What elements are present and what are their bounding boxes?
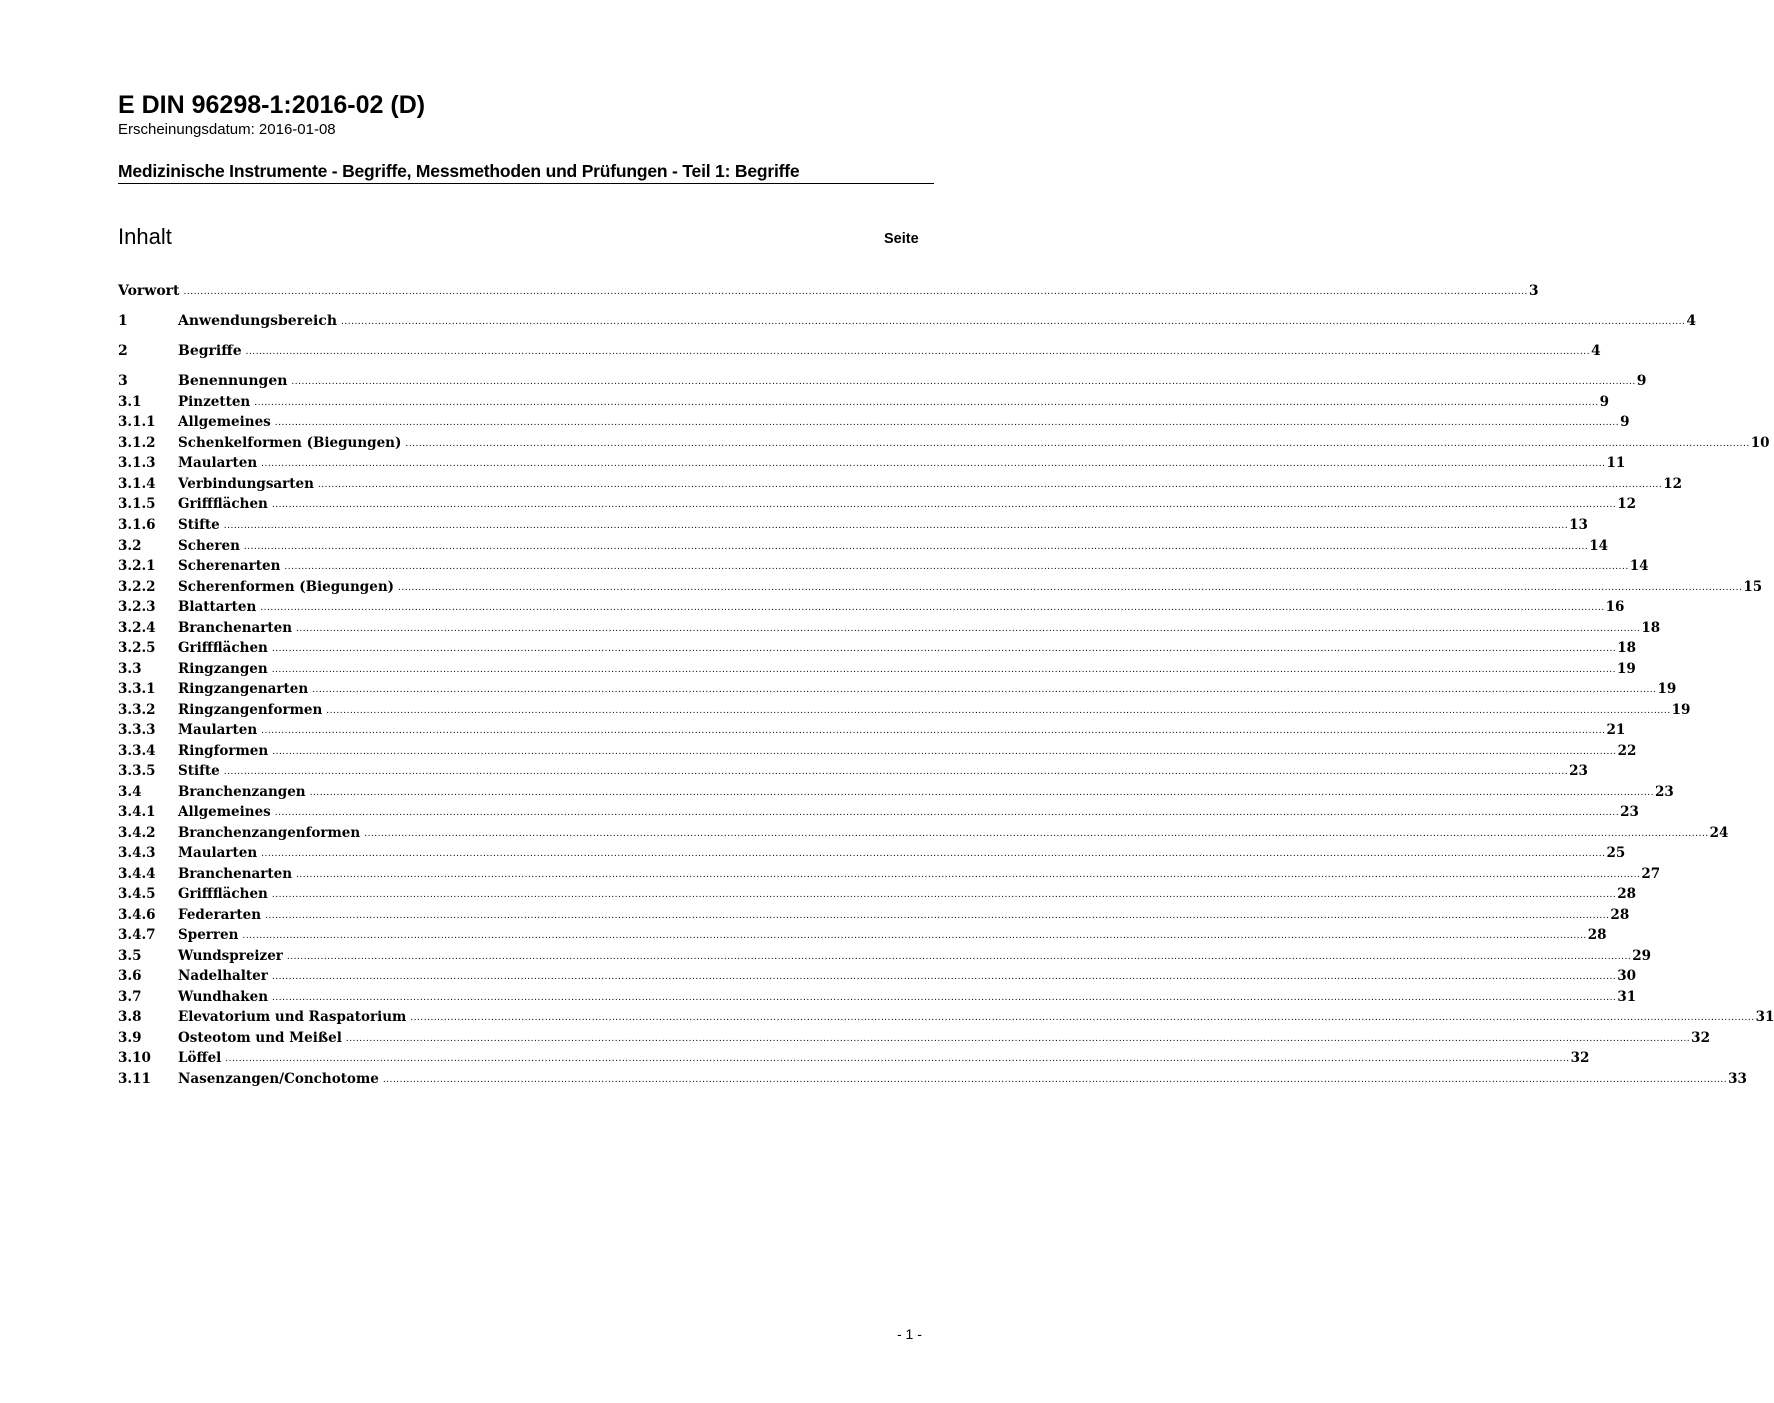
toc-entry-page: 12 (1617, 496, 1636, 512)
toc-entry-label: Branchenzangenformen (178, 825, 361, 841)
toc-entry[interactable] (118, 925, 1607, 945)
toc-entry-number: 3.3.1 (118, 681, 156, 697)
toc-entry[interactable] (118, 536, 1609, 556)
toc-entry-page: 9 (1620, 414, 1630, 430)
toc-dot-leader: ................................................................................................................................................................................................................................................................................................................................................................................................................ (272, 993, 1617, 1003)
toc-entry-page: 12 (1663, 476, 1683, 492)
toc-dot-leader: ................................................................................................................................................................................................................................................................................................................................................................................................................ (271, 972, 1617, 982)
toc-entry-number: 3.3.5 (118, 763, 156, 779)
toc-entry[interactable] (118, 281, 1539, 301)
toc-dot-leader: ................................................................................................................................................................................................................................................................................................................................................................................................................ (296, 870, 1641, 880)
toc-entry-page: 28 (1617, 886, 1636, 902)
toc-entry-label: Benennungen (178, 373, 288, 389)
toc-entry-number: 3.4.5 (118, 886, 156, 902)
toc-entry-label: Löffel (178, 1050, 222, 1066)
toc-dot-leader: ................................................................................................................................................................................................................................................................................................................................................................................................................ (242, 931, 1587, 941)
document-title: Medizinische Instrumente - Begriffe, Messmethoden und Prüfungen - Teil 1: Begriffe (118, 161, 800, 181)
toc-entry-page: 18 (1641, 620, 1661, 636)
toc-entry-label: Branchenarten (178, 620, 293, 636)
toc-entry[interactable] (118, 802, 1639, 822)
toc-entry-label: Scherenformen (Biegungen) (178, 579, 395, 595)
toc-dot-leader: ................................................................................................................................................................................................................................................................................................................................................................................................................ (245, 347, 1590, 357)
toc-entry-page: 14 (1589, 538, 1609, 554)
toc-entry-number: 3.4.4 (118, 866, 156, 882)
toc-dot-leader: ................................................................................................................................................................................................................................................................................................................................................................................................................ (271, 500, 1617, 510)
toc-entry-page: 15 (1743, 579, 1763, 595)
toc-entry-label: Griffflächen (178, 640, 268, 656)
toc-entry-label: Branchenzangen (178, 784, 306, 800)
toc-entry[interactable] (118, 966, 1637, 986)
toc-entry[interactable] (118, 1069, 1747, 1089)
toc-entry-number: 3.4.1 (118, 804, 156, 820)
toc-entry-number: 3.2.3 (118, 599, 156, 615)
toc-entry-number: 3.8 (118, 1009, 142, 1025)
toc-entry-label: Nasenzangen/Conchotome (178, 1071, 379, 1087)
toc-entry[interactable] (118, 987, 1637, 1007)
toc-page-column-label: Seite (884, 231, 919, 247)
toc-dot-leader: ................................................................................................................................................................................................................................................................................................................................................................................................................ (223, 521, 1569, 531)
toc-entry-label: Osteotom und Meißel (178, 1030, 342, 1046)
toc-dot-leader: ................................................................................................................................................................................................................................................................................................................................................................................................................ (243, 542, 1589, 552)
toc-entry-number: 3.6 (118, 968, 142, 984)
toc-entry-label: Stifte (178, 763, 220, 779)
toc-entry-label: Griffflächen (178, 496, 268, 512)
toc-dot-leader: ................................................................................................................................................................................................................................................................................................................................................................................................................ (405, 439, 1750, 449)
toc-entry-page: 16 (1605, 599, 1625, 615)
toc-entry[interactable] (118, 597, 1625, 617)
toc-entry-page: 9 (1636, 373, 1647, 389)
toc-dot-leader: ................................................................................................................................................................................................................................................................................................................................................................................................................ (382, 1075, 1728, 1085)
toc-entry-label: Schenkelformen (Biegungen) (178, 435, 402, 451)
toc-entry-label: Maularten (178, 455, 258, 471)
toc-entry-number: 3.1.2 (118, 435, 156, 451)
toc-entry[interactable] (118, 1028, 1710, 1048)
toc-entry-page: 4 (1590, 343, 1601, 359)
toc-dot-leader: ................................................................................................................................................................................................................................................................................................................................................................................................................ (261, 726, 1606, 736)
toc-entry-number: 3.7 (118, 989, 142, 1005)
toc-entry-page: 13 (1569, 517, 1588, 533)
toc-entry[interactable] (118, 371, 1647, 391)
toc-entry-page: 24 (1709, 825, 1729, 841)
toc-entry[interactable] (118, 782, 1674, 802)
toc-entry[interactable] (118, 659, 1636, 679)
toc-entry-label: Federarten (178, 907, 262, 923)
toc-entry[interactable] (118, 311, 1697, 331)
toc-entry[interactable] (118, 556, 1649, 576)
toc-dot-leader: ................................................................................................................................................................................................................................................................................................................................................................................................................ (326, 706, 1671, 716)
toc-entry-number: 3.1.4 (118, 476, 156, 492)
toc-entry-label: Ringformen (178, 743, 269, 759)
toc-entry-number: 3.4.3 (118, 845, 156, 861)
toc-entry-page: 32 (1691, 1030, 1710, 1046)
toc-entry[interactable] (118, 515, 1588, 535)
toc-heading: Inhalt (118, 224, 172, 249)
toc-entry-number: 3.2 (118, 538, 142, 554)
toc-entry-number: 3.1.5 (118, 496, 156, 512)
toc-entry-number: 3.3.4 (118, 743, 156, 759)
toc-dot-leader: ................................................................................................................................................................................................................................................................................................................................................................................................................ (271, 665, 1617, 675)
toc-dot-leader: ................................................................................................................................................................................................................................................................................................................................................................................................................ (254, 398, 1599, 408)
toc-entry-page: 9 (1599, 394, 1609, 410)
toc-entry[interactable] (118, 946, 1652, 966)
toc-entry-page: 19 (1671, 702, 1691, 718)
toc-dot-leader: ................................................................................................................................................................................................................................................................................................................................................................................................................ (274, 418, 1620, 428)
toc-entry-label: Stifte (178, 517, 220, 533)
toc-entry-label: Griffflächen (178, 886, 268, 902)
toc-dot-leader: ................................................................................................................................................................................................................................................................................................................................................................................................................ (261, 459, 1606, 469)
toc-entry[interactable] (118, 905, 1630, 925)
toc-dot-leader: ................................................................................................................................................................................................................................................................................................................................................................................................................ (261, 849, 1606, 859)
toc-entry-number: 3.2.4 (118, 620, 156, 636)
toc-entry[interactable] (118, 823, 1729, 843)
toc-entry-number: 3.4 (118, 784, 142, 800)
toc-entry-label: Allgemeines (178, 414, 271, 430)
toc-entry-number: 2 (118, 343, 128, 359)
toc-entry[interactable] (118, 474, 1683, 494)
toc-entry-page: 3 (1528, 283, 1539, 299)
toc-entry-page: 22 (1617, 743, 1637, 759)
toc-entry-page: 31 (1617, 989, 1637, 1005)
toc-entry-number: 3.11 (118, 1071, 151, 1087)
toc-dot-leader: ................................................................................................................................................................................................................................................................................................................................................................................................................ (410, 1013, 1755, 1023)
toc-entry-number: 1 (118, 313, 128, 329)
toc-entry-label: Allgemeines (178, 804, 271, 820)
toc-entry-label: Anwendungsbereich (178, 313, 337, 329)
toc-entry-page: 31 (1755, 1009, 1774, 1025)
toc-entry-number: 3.4.6 (118, 907, 156, 923)
toc-entry-page: 19 (1617, 661, 1636, 677)
toc-dot-leader: ................................................................................................................................................................................................................................................................................................................................................................................................................ (274, 808, 1620, 818)
toc-dot-leader: ................................................................................................................................................................................................................................................................................................................................................................................................................ (364, 829, 1709, 839)
toc-entry-number: 3.1 (118, 394, 142, 410)
toc-entry-number: 3.4.7 (118, 927, 156, 943)
toc-entry[interactable] (118, 864, 1661, 884)
toc-entry-number: 3.5 (118, 948, 142, 964)
toc-entry[interactable] (118, 843, 1626, 863)
toc-entry-number: 3.1.6 (118, 517, 156, 533)
toc-entry-label: Ringzangenarten (178, 681, 309, 697)
toc-entry-page: 11 (1606, 455, 1626, 471)
toc-entry-number: 3.3 (118, 661, 142, 677)
toc-entry-page: 19 (1657, 681, 1677, 697)
toc-entry-number: 3.2.2 (118, 579, 156, 595)
toc-entry-label: Vorwort (118, 283, 180, 299)
toc-dot-leader: ................................................................................................................................................................................................................................................................................................................................................................................................................ (317, 480, 1663, 490)
toc-dot-leader: ................................................................................................................................................................................................................................................................................................................................................................................................................ (309, 788, 1654, 798)
toc-entry-page: 30 (1617, 968, 1637, 984)
toc-dot-leader: ................................................................................................................................................................................................................................................................................................................................................................................................................ (398, 583, 1743, 593)
toc-entry[interactable] (118, 433, 1770, 453)
document-id: E DIN 96298-1:2016-02 (D) (118, 91, 426, 119)
toc-entry-number: 3.2.5 (118, 640, 156, 656)
toc-entry-number: 3.10 (118, 1050, 151, 1066)
toc-entry[interactable] (118, 577, 1763, 597)
toc-dot-leader: ................................................................................................................................................................................................................................................................................................................................................................................................................ (271, 644, 1617, 654)
toc-entry-page: 33 (1728, 1071, 1747, 1087)
toc-entry[interactable] (118, 1007, 1774, 1027)
toc-entry-label: Elevatorium und Raspatorium (178, 1009, 407, 1025)
toc-entry-label: Wundhaken (178, 989, 269, 1005)
toc-entry-label: Sperren (178, 927, 239, 943)
toc-entry-page: 23 (1569, 763, 1588, 779)
toc-entry-number: 3.1.1 (118, 414, 156, 430)
toc-entry-page: 32 (1570, 1050, 1590, 1066)
toc-dot-leader: ................................................................................................................................................................................................................................................................................................................................................................................................................ (341, 317, 1686, 327)
toc-entry-page: 18 (1617, 640, 1636, 656)
toc-dot-leader: ................................................................................................................................................................................................................................................................................................................................................................................................................ (286, 952, 1632, 962)
toc-entry-number: 3.2.1 (118, 558, 156, 574)
toc-entry-label: Nadelhalter (178, 968, 268, 984)
toc-entry[interactable] (118, 638, 1636, 658)
toc-entry-number: 3.3.2 (118, 702, 156, 718)
toc-dot-leader: ................................................................................................................................................................................................................................................................................................................................................................................................................ (312, 685, 1657, 695)
toc-entry-page: 14 (1629, 558, 1649, 574)
toc-entry[interactable] (118, 761, 1588, 781)
toc-dot-leader: ................................................................................................................................................................................................................................................................................................................................................................................................................ (272, 747, 1617, 757)
toc-entry[interactable] (118, 700, 1691, 720)
toc-entry-label: Scheren (178, 538, 240, 554)
toc-entry-page: 25 (1606, 845, 1626, 861)
toc-entry[interactable] (118, 1048, 1590, 1068)
toc-entry-page: 28 (1587, 927, 1607, 943)
title-divider (118, 183, 934, 184)
page-number: - 1 - (897, 1326, 922, 1342)
toc-dot-leader: ................................................................................................................................................................................................................................................................................................................................................................................................................ (271, 890, 1617, 900)
toc-entry-number: 3.4.2 (118, 825, 156, 841)
toc-entry-page: 28 (1610, 907, 1630, 923)
toc-dot-leader: ................................................................................................................................................................................................................................................................................................................................................................................................................ (296, 624, 1641, 634)
toc-entry-page: 23 (1620, 804, 1639, 820)
toc-entry-label: Maularten (178, 722, 258, 738)
toc-entry-number: 3.3.3 (118, 722, 156, 738)
toc-entry-label: Begriffe (178, 343, 242, 359)
toc-entry-number: 3.9 (118, 1030, 142, 1046)
publication-date: Erscheinungsdatum: 2016-01-08 (118, 121, 336, 138)
toc-dot-leader: ................................................................................................................................................................................................................................................................................................................................................................................................................ (345, 1034, 1691, 1044)
toc-entry[interactable] (118, 679, 1677, 699)
toc-entry-label: Branchenarten (178, 866, 293, 882)
toc-entry-label: Blattarten (178, 599, 257, 615)
toc-entry[interactable] (118, 494, 1636, 514)
toc-dot-leader: ................................................................................................................................................................................................................................................................................................................................................................................................................ (223, 767, 1569, 777)
toc-entry-label: Wundspreizer (178, 948, 283, 964)
toc-dot-leader: ................................................................................................................................................................................................................................................................................................................................................................................................................ (291, 377, 1636, 387)
toc-entry[interactable] (118, 720, 1626, 740)
toc-entry-label: Verbindungsarten (178, 476, 314, 492)
toc-dot-leader: ................................................................................................................................................................................................................................................................................................................................................................................................................ (260, 603, 1605, 613)
toc-entry[interactable] (118, 453, 1626, 473)
toc-entry-label: Scherenarten (178, 558, 281, 574)
toc-dot-leader: ................................................................................................................................................................................................................................................................................................................................................................................................................ (265, 911, 1610, 921)
toc-entry[interactable] (118, 884, 1636, 904)
toc-dot-leader: ................................................................................................................................................................................................................................................................................................................................................................................................................ (225, 1054, 1570, 1064)
toc-entry[interactable] (118, 412, 1630, 432)
toc-entry-label: Ringzangen (178, 661, 268, 677)
toc-entry-label: Pinzetten (178, 394, 251, 410)
toc-entry-page: 29 (1632, 948, 1652, 964)
toc-dot-leader: ................................................................................................................................................................................................................................................................................................................................................................................................................ (183, 287, 1528, 297)
toc-entry-label: Maularten (178, 845, 258, 861)
toc-entry-page: 4 (1686, 313, 1697, 329)
toc-entry[interactable] (118, 618, 1661, 638)
toc-entry-page: 23 (1654, 784, 1674, 800)
toc-entry-number: 3.1.3 (118, 455, 156, 471)
toc-entry-label: Ringzangenformen (178, 702, 323, 718)
toc-entry[interactable] (118, 392, 1609, 412)
toc-entry-page: 21 (1606, 722, 1626, 738)
toc-entry-page: 27 (1641, 866, 1661, 882)
toc-entry-number: 3 (118, 373, 128, 389)
toc-entry[interactable] (118, 741, 1637, 761)
toc-entry[interactable] (118, 341, 1601, 361)
toc-dot-leader: ................................................................................................................................................................................................................................................................................................................................................................................................................ (284, 562, 1629, 572)
toc-entry-page: 10 (1750, 435, 1770, 451)
